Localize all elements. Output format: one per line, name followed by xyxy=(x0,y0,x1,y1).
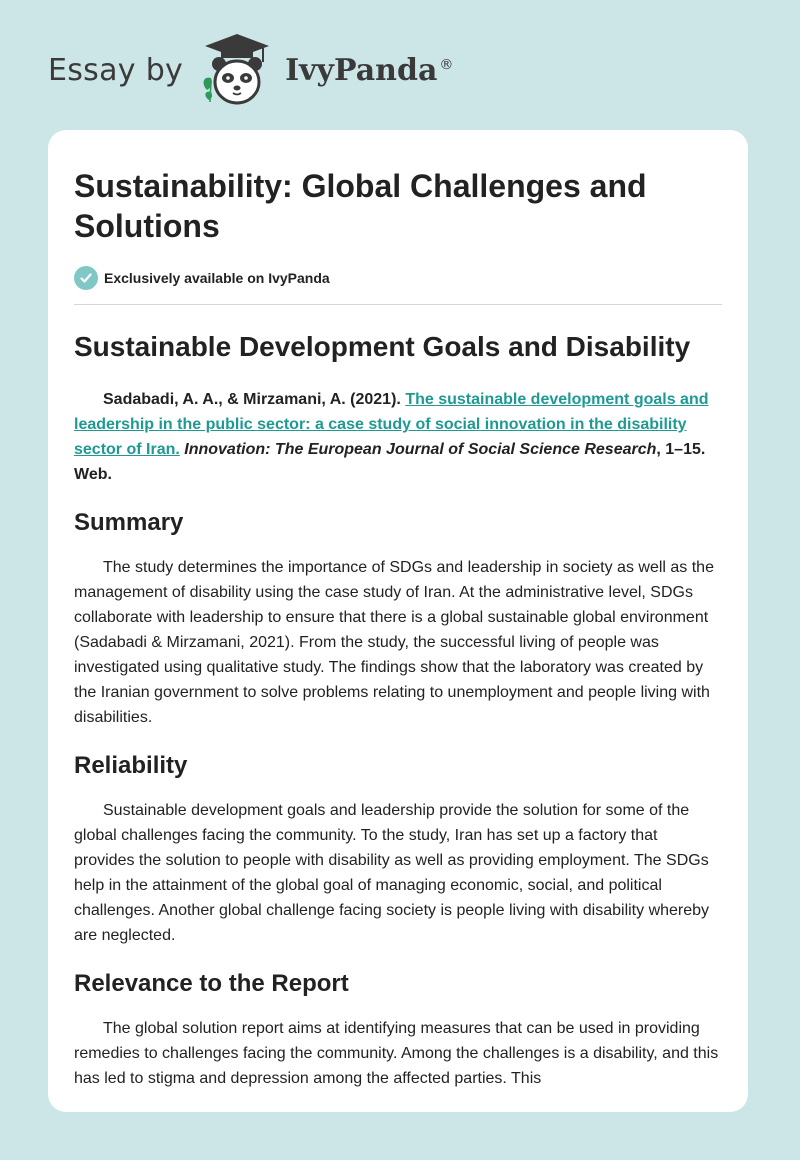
citation-journal: Innovation: The European Journal of Social Science Research xyxy=(184,441,657,458)
site-header xyxy=(48,30,453,110)
divider xyxy=(74,304,722,305)
essay-by-label: Essay by xyxy=(48,52,184,88)
check-icon xyxy=(74,266,98,290)
panda-graduate-logo-icon[interactable] xyxy=(197,30,277,110)
section-heading-summary: Summary xyxy=(74,509,184,536)
section-text-summary: The study determines the importance of SDGs and leadership in society as well as the management of disability using the case study of Iran. At the administrative level, SDGs collaborate with leadership to ensure that there is a global sustainable global environment (Sadabadi & Mirzamani, 2021). From the study, the successful living of people was investigated using qualitative study. The findings show that the laboratory was created by the Iranian government to solve problems relating to unemployment and people living with disabilities. xyxy=(74,559,714,726)
exclusive-label: Exclusively available on IvyPanda xyxy=(104,270,330,286)
citation-link[interactable]: The sustainable development goals and leadership in the public sector: a case study of social innovation in the disability sector of Iran. xyxy=(74,391,709,458)
exclusive-badge xyxy=(74,266,722,290)
section-text-relevance: The global solution report aims at identifying measures that can be used in providing remedies to challenges facing the community. Among the challenges is a disability, and this has led to stigma and depression among the affected parties. This xyxy=(74,1020,719,1087)
section-heading-reliability: Reliability xyxy=(74,752,188,779)
citation xyxy=(74,387,722,487)
section-text-reliability: Sustainable development goals and leadership provide the solution for some of the global challenges facing the community. To the study, Iran has set up a factory that provides the solution to people with disability as well as providing employment. The SDGs help in the attainment of the global goal of managing economic, social, and political challenges. Another global challenge facing society is people living with disability whereby are neglected. xyxy=(74,802,710,944)
registered-mark: ® xyxy=(439,56,454,73)
section-heading-relevance: Relevance to the Report xyxy=(74,970,349,997)
citation-authors: Sadabadi, A. A., & Mirzamani, A. (2021). xyxy=(103,391,401,408)
article-card xyxy=(48,130,748,1112)
section-title: Sustainable Development Goals and Disability xyxy=(74,331,691,362)
page-title: Sustainability: Global Challenges and Solutions xyxy=(74,168,647,244)
citation-tail: , 1–15. Web. xyxy=(74,441,706,483)
brand-name[interactable]: IvyPanda ® xyxy=(285,52,454,88)
